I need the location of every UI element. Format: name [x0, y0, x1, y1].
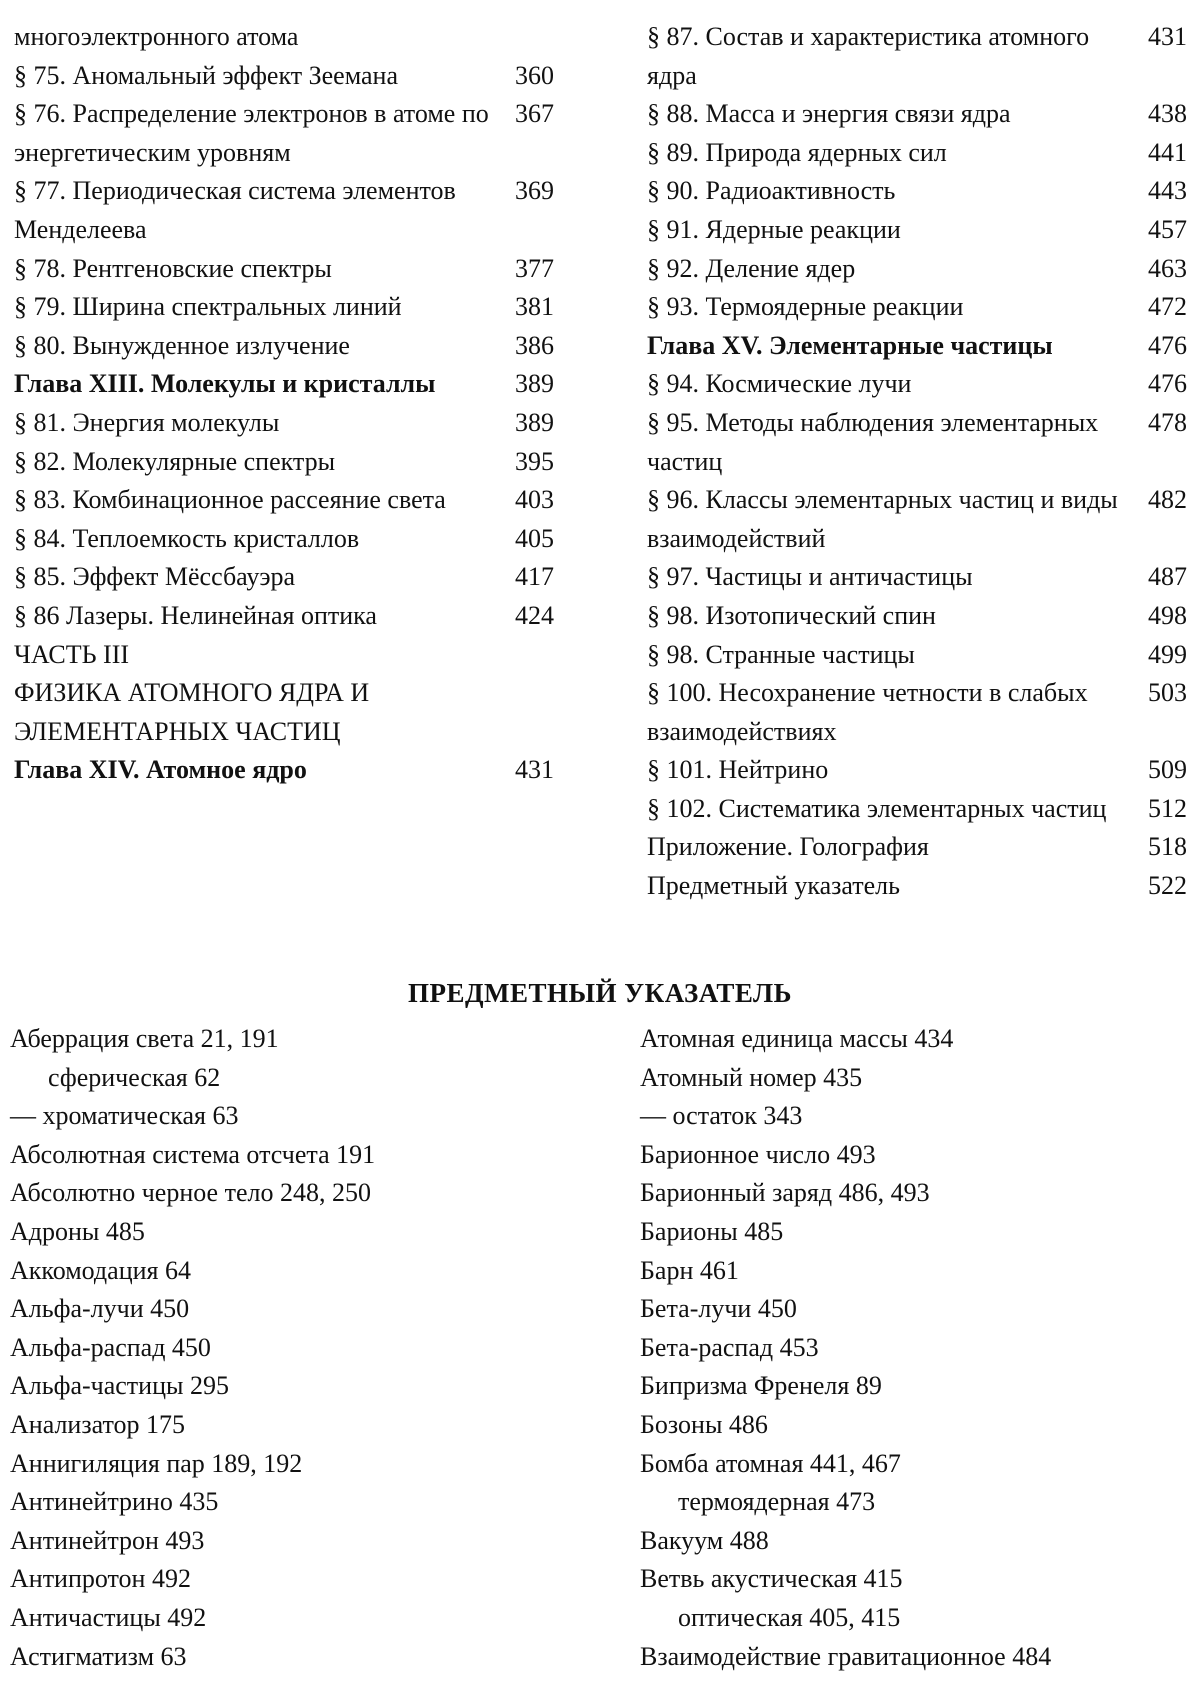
index-entry: Аккомодация 64 [10, 1255, 191, 1285]
index-entry: Античастицы 492 [10, 1602, 207, 1632]
toc-entry [14, 443, 554, 482]
toc-entry-title: § 91. Ядерные реакции [647, 214, 901, 244]
toc-entry [14, 636, 554, 675]
toc-entry [647, 790, 1187, 829]
toc-entry-page: 482 [1148, 485, 1187, 515]
toc-entry-page: 522 [1148, 871, 1187, 901]
index-entry: Ветвь акустическая 415 [640, 1564, 903, 1594]
index-entry: Антинейтрон 493 [10, 1525, 205, 1555]
toc-entry-title: § 93. Термоядерные реакции [647, 292, 964, 322]
toc-entry-title: § 86 Лазеры. Нелинейная оптика [14, 600, 377, 630]
toc-entry-title: § 100. Несохранение четности в слабых взаимодействиях [647, 678, 1088, 746]
index-entry: Альфа-частицы 295 [10, 1371, 229, 1401]
index-entry: Антипротон 492 [10, 1564, 191, 1594]
index-entry: Бипризма Френеля 89 [640, 1371, 882, 1401]
toc-entry-title: Глава XV. Элементарные частицы [647, 330, 1053, 360]
toc-entry-title: § 75. Аномальный эффект Зеемана [14, 60, 398, 90]
toc-entry-page: 443 [1148, 176, 1187, 206]
index-entry: Барионное число 493 [640, 1139, 876, 1169]
index-entry: Барн 461 [640, 1255, 739, 1285]
toc-entry [647, 327, 1187, 366]
toc-entry-title: § 78. Рентгеновские спектры [14, 253, 332, 283]
toc-entry [647, 288, 1187, 327]
toc-entry-page: 369 [515, 176, 554, 206]
toc-entry-title: § 95. Методы наблюдения элементарных частиц [647, 407, 1099, 476]
toc-entry-title: § 77. Периодическая система элементов Менделеева [14, 176, 456, 244]
toc-entry [14, 365, 554, 404]
toc-entry-page: 386 [515, 330, 554, 360]
toc-entry-title: Приложение. Голография [647, 832, 929, 862]
toc-entry [647, 134, 1187, 173]
index-entry: Атомная единица массы 434 [640, 1024, 954, 1053]
toc-entry [647, 404, 1187, 481]
toc-entry [14, 95, 554, 172]
index-entry: Барионы 485 [640, 1216, 784, 1246]
index-title: ПРЕДМЕТНЫЙ УКАЗАТЕЛЬ [407, 978, 793, 1008]
index-entry: Атомный номер 435 [640, 1062, 863, 1092]
toc-left-column [14, 18, 554, 790]
toc-entry [14, 404, 554, 443]
toc-entry-page: 389 [515, 369, 554, 399]
index-entry: Антинейтрино 435 [10, 1487, 219, 1517]
toc-entry-title: многоэлектронного атома [14, 22, 299, 51]
index-entry: Адроны 485 [10, 1216, 145, 1246]
toc-entry-page: 389 [515, 407, 554, 437]
toc-entry-page: 503 [1148, 678, 1187, 708]
toc-entry-title: § 88. Масса и энергия связи ядра [647, 99, 1011, 129]
index-entry: — остаток 343 [640, 1101, 803, 1131]
toc-entry-page: 403 [515, 485, 554, 515]
toc-entry-title: § 98. Изотопический спин [647, 600, 936, 630]
toc-entry [647, 597, 1187, 636]
toc-entry [647, 867, 1187, 906]
index-entry: Бета-лучи 450 [640, 1294, 797, 1324]
index-entry: — хроматическая 63 [10, 1101, 239, 1131]
index-entry: оптическая 405, 415 [678, 1602, 901, 1632]
index-entry: Астигматизм 63 [10, 1641, 187, 1671]
toc-entry-title: § 97. Частицы и античастицы [647, 562, 973, 592]
toc-entry-page: 405 [515, 523, 554, 553]
toc-entry [14, 558, 554, 597]
toc-entry [647, 250, 1187, 289]
toc-entry-page: 472 [1148, 292, 1187, 322]
toc-entry-page: 463 [1148, 253, 1187, 283]
toc-entry-page: 431 [1148, 22, 1187, 51]
toc-right-column [647, 18, 1187, 906]
toc-entry [647, 18, 1187, 95]
index-entry: Альфа-лучи 450 [10, 1294, 190, 1324]
toc-entry-page: 487 [1148, 562, 1187, 592]
toc-entry [14, 751, 554, 790]
toc-entry [647, 365, 1187, 404]
toc-entry-title: § 84. Теплоемкость кристаллов [14, 523, 360, 553]
toc-entry [14, 18, 554, 57]
toc-entry-title: § 98. Странные частицы [647, 639, 915, 669]
toc-entry [14, 481, 554, 520]
table-of-contents [14, 18, 1186, 990]
toc-entry [647, 558, 1187, 597]
toc-entry-page: 476 [1148, 369, 1187, 399]
toc-entry [647, 751, 1187, 790]
toc-entry [14, 520, 554, 559]
toc-entry-page: 512 [1148, 793, 1187, 823]
toc-entry-page: 509 [1148, 755, 1187, 785]
toc-entry-page: 381 [515, 292, 554, 322]
toc-entry [14, 57, 554, 96]
index-entry: Аберрация света 21, 191 [10, 1024, 279, 1053]
toc-entry [647, 674, 1187, 751]
toc-entry-title: Глава XIV. Атомное ядро [14, 755, 307, 785]
toc-entry-title: ЧАСТЬ III [14, 639, 130, 669]
toc-entry-page: 499 [1148, 639, 1187, 669]
index-entry: Бомба атомная 441, 467 [640, 1448, 901, 1478]
toc-entry-page: 417 [515, 562, 554, 592]
toc-entry-page: 431 [515, 755, 554, 785]
index-entry: Альфа-распад 450 [10, 1332, 211, 1362]
index-entry: Абсолютно черное тело 248, 250 [10, 1178, 371, 1208]
index-entry: Взаимодействие гравитационное 484 [640, 1641, 1052, 1671]
toc-entry-page: 478 [1148, 407, 1187, 437]
toc-entry-title: § 81. Энергия молекулы [14, 407, 280, 437]
toc-entry [14, 597, 554, 636]
toc-entry [647, 481, 1187, 558]
toc-entry-page: 498 [1148, 600, 1187, 630]
toc-entry-title: § 89. Природа ядерных сил [647, 137, 947, 167]
toc-entry-page: 367 [515, 99, 554, 129]
toc-entry-title: ЭЛЕМЕНТАРНЫХ ЧАСТИЦ [14, 716, 341, 746]
toc-entry-title: § 85. Эффект Мёссбауэра [14, 562, 296, 592]
toc-entry-title: § 80. Вынужденное излучение [14, 330, 350, 360]
index-left-column [10, 1020, 590, 1676]
toc-entry-title: § 102. Систематика элементарных частиц [647, 793, 1107, 823]
toc-entry-title: § 82. Молекулярные спектры [14, 446, 336, 476]
toc-entry-title: Глава XIII. Молекулы и кристаллы [14, 369, 436, 399]
index-entry: термоядерная 473 [678, 1487, 876, 1517]
toc-entry-title: § 101. Нейтрино [647, 755, 829, 785]
index-entry: Барионный заряд 486, 493 [640, 1178, 930, 1208]
index-entry: Вакуум 488 [640, 1525, 769, 1555]
toc-entry-title: § 83. Комбинационное рассеяние света [14, 485, 446, 515]
index-entry: Аннигиляция пар 189, 192 [10, 1448, 303, 1478]
toc-entry-title: § 76. Распределение электронов в атоме по энергетическим уровням [14, 99, 489, 167]
toc-entry-title: § 90. Радиоактивность [647, 176, 896, 206]
toc-entry-page: 424 [515, 600, 554, 630]
toc-entry-title: § 87. Состав и характеристика атомного ядра [647, 22, 1090, 90]
index-entry: сферическая 62 [48, 1062, 221, 1092]
toc-entry [647, 172, 1187, 211]
index-entry: Анализатор 175 [10, 1409, 186, 1439]
toc-entry-page: 395 [515, 446, 554, 476]
toc-entry [14, 288, 554, 327]
toc-entry [14, 674, 554, 713]
toc-entry-title: ФИЗИКА АТОМНОГО ЯДРА И [14, 678, 370, 708]
toc-entry-title: § 79. Ширина спектральных линий [14, 292, 402, 322]
toc-entry-title: § 96. Классы элементарных частиц и виды взаимодействий [647, 485, 1118, 553]
toc-entry [647, 828, 1187, 867]
toc-entry [647, 211, 1187, 250]
index-entry: Бозоны 486 [640, 1409, 768, 1439]
toc-entry-title: Предметный указатель [647, 871, 901, 901]
toc-entry [14, 172, 554, 249]
toc-entry [14, 250, 554, 289]
toc-entry-page: 518 [1148, 832, 1187, 862]
toc-entry [647, 95, 1187, 134]
index-entry: Бета-распад 453 [640, 1332, 819, 1362]
toc-entry [647, 636, 1187, 675]
toc-entry-page: 438 [1148, 99, 1187, 129]
toc-entry-title: § 94. Космические лучи [647, 369, 912, 399]
toc-entry [14, 713, 554, 752]
toc-entry-title: § 92. Деление ядер [647, 253, 856, 283]
toc-entry-page: 457 [1148, 214, 1187, 244]
toc-entry-page: 377 [515, 253, 554, 283]
toc-entry-page: 476 [1148, 330, 1187, 360]
index-right-column [640, 1020, 1200, 1676]
toc-entry [14, 327, 554, 366]
toc-entry-page: 441 [1148, 137, 1187, 167]
toc-entry-page: 360 [515, 60, 554, 90]
index-entry: Абсолютная система отсчета 191 [10, 1139, 376, 1169]
